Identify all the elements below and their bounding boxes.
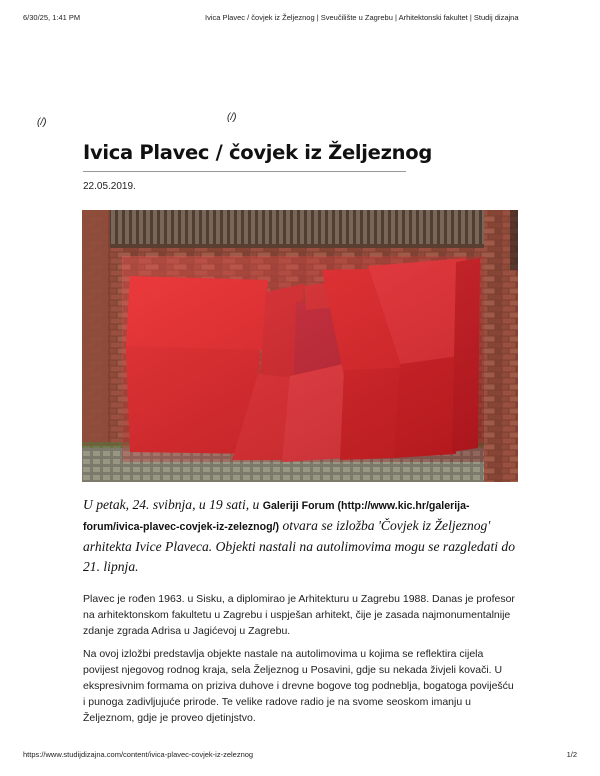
title-divider: [83, 171, 406, 172]
lead-intro-text: U petak, 24. svibnja, u 19 sati, u: [83, 497, 263, 512]
lead-paragraph: [83, 495, 523, 577]
home-link-center[interactable]: (/): [227, 112, 237, 123]
print-page-title: Ivica Plavec / čovjek iz Željeznog | Sveučilište u Zagrebu | Arhitektonski fakultet | Studij dizajna: [205, 13, 519, 22]
print-footer: [23, 750, 577, 762]
body-paragraph: Na ovoj izložbi predstavlja objekte nastale na autolimovima u kojima se reflektira cijela povijest njegovog rodnog kraja, sela Željeznog u Posavini, gdje su nekada živjeli kovači. U ekspresivnim formama on priziva duhove i drevne bogove tog podneblja, bogatoga poviješću i punoga zadivljujuće prirode. Te velike radove radio je na svome seoskom imanju u Željeznom, gdje je proveo djetinjstvo.: [83, 648, 514, 724]
wooden-fence: [110, 210, 510, 246]
brick-pillar: [82, 210, 108, 450]
artwork-photo: [82, 210, 518, 482]
post-date: 22.05.2019.: [83, 181, 136, 192]
body-paragraph: Plavec je rođen 1963. u Sisku, a diplomirao je Arhitekturu u Zagrebu 1988. Danas je profesor na arhitektonskom fakultetu u Zagrebu i uspješan arhitekt, čije je zasada najmonumentalnije zdanje zgrada Adrisa u Jagićevoj u Zagrebu.: [83, 593, 515, 637]
home-link-left[interactable]: (/): [37, 117, 47, 128]
print-header: [23, 13, 577, 25]
print-page-number: 1/2: [566, 750, 577, 759]
lead-outro-text: otvara se izložba 'Čovjek iz Željeznog' arhitekta Ivice Plaveca. Objekti nastali na autolimovima mogu se razgledati do 21. lipnja.: [83, 518, 516, 574]
gallery-forum-link[interactable]: Galeriji Forum (http://www.kic.hr/galerija-forum/ivica-plavec-covjek-iz-zeleznog/): [83, 500, 470, 533]
print-datetime: 6/30/25, 1:41 PM: [23, 13, 81, 22]
page-title: Ivica Plavec / čovjek iz Željeznog: [83, 141, 432, 164]
print-url: https://www.studijdizajna.com/content/ivica-plavec-covjek-iz-zeleznog: [23, 750, 254, 759]
